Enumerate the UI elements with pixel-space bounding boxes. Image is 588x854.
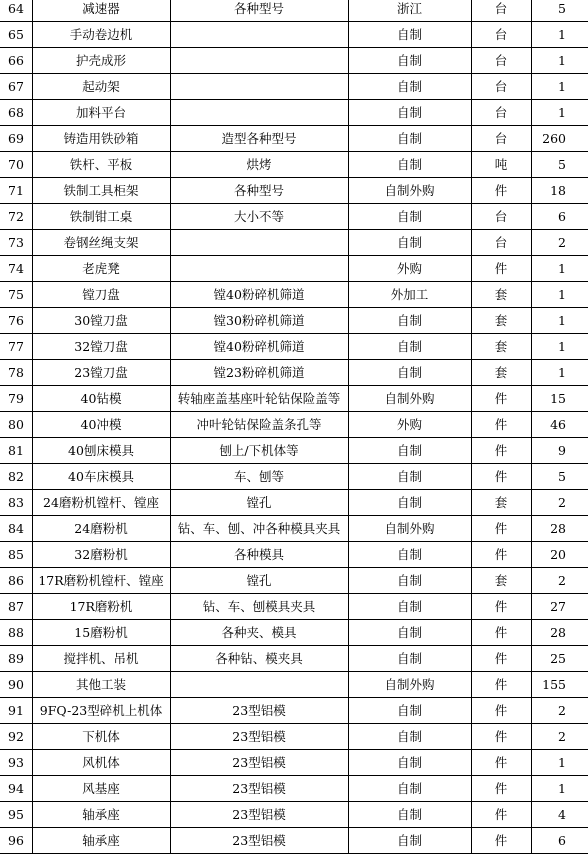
source-cell: 自制: [348, 308, 471, 334]
source-cell: 浙江: [348, 0, 471, 22]
source-cell: 外购: [348, 412, 471, 438]
quantity-cell: 28: [531, 516, 588, 542]
source-cell: 自制: [348, 334, 471, 360]
item-name-cell: 23镗刀盘: [32, 360, 170, 386]
quantity-cell: 1: [531, 282, 588, 308]
table-row: [0, 100, 588, 126]
item-name-cell: 镗刀盘: [32, 282, 170, 308]
unit-cell: 台: [471, 230, 531, 256]
item-name-cell: 护壳成形: [32, 48, 170, 74]
unit-cell: 台: [471, 0, 531, 22]
quantity-cell: 5: [531, 152, 588, 178]
table-row: [0, 620, 588, 646]
quantity-cell: 46: [531, 412, 588, 438]
unit-cell: 件: [471, 802, 531, 828]
table-row: [0, 542, 588, 568]
row-number-cell: 81: [0, 438, 32, 464]
item-name-cell: 下机体: [32, 724, 170, 750]
row-number-cell: 66: [0, 48, 32, 74]
row-number-cell: 87: [0, 594, 32, 620]
source-cell: 自制: [348, 802, 471, 828]
row-number-cell: 95: [0, 802, 32, 828]
quantity-cell: 15: [531, 386, 588, 412]
unit-cell: 吨: [471, 152, 531, 178]
source-cell: 自制: [348, 48, 471, 74]
item-name-cell: 加料平台: [32, 100, 170, 126]
source-cell: 自制: [348, 22, 471, 48]
quantity-cell: 1: [531, 750, 588, 776]
table-row: [0, 438, 588, 464]
source-cell: 自制: [348, 204, 471, 230]
row-number-cell: 76: [0, 308, 32, 334]
source-cell: 自制: [348, 490, 471, 516]
quantity-cell: 2: [531, 230, 588, 256]
specification-cell: 钻、车、刨、冲各种模具夹具: [170, 516, 348, 542]
row-number-cell: 92: [0, 724, 32, 750]
source-cell: 外加工: [348, 282, 471, 308]
source-cell: 自制: [348, 594, 471, 620]
unit-cell: 套: [471, 308, 531, 334]
table-row: [0, 0, 588, 22]
source-cell: 自制: [348, 542, 471, 568]
item-name-cell: 减速器: [32, 0, 170, 22]
specification-cell: 23型铝模: [170, 724, 348, 750]
specification-cell: 车、刨等: [170, 464, 348, 490]
specification-cell: 各种型号: [170, 178, 348, 204]
unit-cell: 件: [471, 438, 531, 464]
quantity-cell: 2: [531, 698, 588, 724]
unit-cell: 件: [471, 178, 531, 204]
source-cell: 自制: [348, 230, 471, 256]
unit-cell: 件: [471, 594, 531, 620]
specification-cell: 冲叶轮钻保险盖条孔等: [170, 412, 348, 438]
row-number-cell: 88: [0, 620, 32, 646]
source-cell: 自制: [348, 74, 471, 100]
quantity-cell: 5: [531, 0, 588, 22]
row-number-cell: 79: [0, 386, 32, 412]
row-number-cell: 72: [0, 204, 32, 230]
row-number-cell: 89: [0, 646, 32, 672]
table-row: [0, 204, 588, 230]
table-row: [0, 22, 588, 48]
specification-cell: 23型铝模: [170, 750, 348, 776]
item-name-cell: 40车床模具: [32, 464, 170, 490]
table-row: [0, 256, 588, 282]
quantity-cell: 1: [531, 360, 588, 386]
specification-cell: 镗孔: [170, 568, 348, 594]
specification-cell: 23型铝模: [170, 828, 348, 854]
unit-cell: 台: [471, 100, 531, 126]
unit-cell: 件: [471, 828, 531, 854]
specification-cell: [170, 48, 348, 74]
row-number-cell: 86: [0, 568, 32, 594]
unit-cell: 件: [471, 698, 531, 724]
specification-cell: 各种夹、模具: [170, 620, 348, 646]
table-row: [0, 74, 588, 100]
unit-cell: 台: [471, 126, 531, 152]
table-row: [0, 48, 588, 74]
table-row: [0, 802, 588, 828]
item-name-cell: 30镗刀盘: [32, 308, 170, 334]
quantity-cell: 9: [531, 438, 588, 464]
item-name-cell: 铁杆、平板: [32, 152, 170, 178]
quantity-cell: 1: [531, 74, 588, 100]
specification-cell: [170, 256, 348, 282]
item-name-cell: 24磨粉机镗杆、镗座: [32, 490, 170, 516]
specification-cell: 23型铝模: [170, 698, 348, 724]
source-cell: 自制外购: [348, 178, 471, 204]
unit-cell: 件: [471, 464, 531, 490]
item-name-cell: 17R磨粉机: [32, 594, 170, 620]
row-number-cell: 91: [0, 698, 32, 724]
source-cell: 自制外购: [348, 516, 471, 542]
unit-cell: 套: [471, 568, 531, 594]
specification-cell: [170, 672, 348, 698]
table-row: [0, 152, 588, 178]
item-name-cell: 24磨粉机: [32, 516, 170, 542]
table-row: [0, 386, 588, 412]
row-number-cell: 67: [0, 74, 32, 100]
unit-cell: 件: [471, 750, 531, 776]
unit-cell: 件: [471, 386, 531, 412]
item-name-cell: 32磨粉机: [32, 542, 170, 568]
specification-cell: [170, 100, 348, 126]
unit-cell: 套: [471, 360, 531, 386]
row-number-cell: 78: [0, 360, 32, 386]
quantity-cell: 27: [531, 594, 588, 620]
row-number-cell: 64: [0, 0, 32, 22]
unit-cell: 件: [471, 620, 531, 646]
quantity-cell: 1: [531, 22, 588, 48]
table-row: [0, 672, 588, 698]
item-name-cell: 卷钢丝绳支架: [32, 230, 170, 256]
row-number-cell: 80: [0, 412, 32, 438]
specification-cell: 造型各种型号: [170, 126, 348, 152]
source-cell: 自制: [348, 620, 471, 646]
table-row: [0, 464, 588, 490]
quantity-cell: 260: [531, 126, 588, 152]
row-number-cell: 94: [0, 776, 32, 802]
quantity-cell: 28: [531, 620, 588, 646]
source-cell: 自制: [348, 724, 471, 750]
unit-cell: 件: [471, 646, 531, 672]
quantity-cell: 4: [531, 802, 588, 828]
quantity-cell: 155: [531, 672, 588, 698]
specification-cell: 烘烤: [170, 152, 348, 178]
quantity-cell: 6: [531, 204, 588, 230]
item-name-cell: 铁制工具柜架: [32, 178, 170, 204]
specification-cell: 镗40粉碎机筛道: [170, 282, 348, 308]
table-row: [0, 646, 588, 672]
row-number-cell: 96: [0, 828, 32, 854]
quantity-cell: 2: [531, 724, 588, 750]
unit-cell: 件: [471, 776, 531, 802]
source-cell: 自制: [348, 152, 471, 178]
item-name-cell: 15磨粉机: [32, 620, 170, 646]
unit-cell: 件: [471, 672, 531, 698]
item-name-cell: 风基座: [32, 776, 170, 802]
item-name-cell: 其他工装: [32, 672, 170, 698]
quantity-cell: 1: [531, 100, 588, 126]
table-row: [0, 750, 588, 776]
table-row: [0, 308, 588, 334]
row-number-cell: 75: [0, 282, 32, 308]
table-row: [0, 230, 588, 256]
row-number-cell: 93: [0, 750, 32, 776]
source-cell: 自制: [348, 698, 471, 724]
quantity-cell: 1: [531, 308, 588, 334]
unit-cell: 套: [471, 490, 531, 516]
unit-cell: 件: [471, 542, 531, 568]
source-cell: 自制: [348, 360, 471, 386]
quantity-cell: 25: [531, 646, 588, 672]
source-cell: 自制: [348, 750, 471, 776]
source-cell: 自制外购: [348, 672, 471, 698]
specification-cell: 镗23粉碎机筛道: [170, 360, 348, 386]
quantity-cell: 5: [531, 464, 588, 490]
table-row: [0, 282, 588, 308]
specification-cell: 23型铝模: [170, 776, 348, 802]
specification-cell: [170, 22, 348, 48]
specification-cell: 镗40粉碎机筛道: [170, 334, 348, 360]
row-number-cell: 77: [0, 334, 32, 360]
item-name-cell: 风机体: [32, 750, 170, 776]
quantity-cell: 20: [531, 542, 588, 568]
specification-cell: 镗孔: [170, 490, 348, 516]
table-row: [0, 334, 588, 360]
table-row: [0, 724, 588, 750]
specification-cell: 刨上/下机体等: [170, 438, 348, 464]
row-number-cell: 84: [0, 516, 32, 542]
row-number-cell: 69: [0, 126, 32, 152]
source-cell: 自制外购: [348, 386, 471, 412]
item-name-cell: 40钻模: [32, 386, 170, 412]
specification-cell: 各种钻、模夹具: [170, 646, 348, 672]
item-name-cell: 轴承座: [32, 802, 170, 828]
unit-cell: 件: [471, 412, 531, 438]
unit-cell: 套: [471, 282, 531, 308]
specification-cell: 钻、车、刨模具夹具: [170, 594, 348, 620]
row-number-cell: 83: [0, 490, 32, 516]
row-number-cell: 85: [0, 542, 32, 568]
unit-cell: 台: [471, 74, 531, 100]
source-cell: 自制: [348, 776, 471, 802]
specification-cell: 各种型号: [170, 0, 348, 22]
quantity-cell: 1: [531, 48, 588, 74]
item-name-cell: 轴承座: [32, 828, 170, 854]
row-number-cell: 71: [0, 178, 32, 204]
item-name-cell: 32镗刀盘: [32, 334, 170, 360]
specification-cell: 转轴座盖基座叶轮钻保险盖等: [170, 386, 348, 412]
item-name-cell: 9FQ-23型碎机上机体: [32, 698, 170, 724]
quantity-cell: 1: [531, 256, 588, 282]
row-number-cell: 82: [0, 464, 32, 490]
quantity-cell: 2: [531, 568, 588, 594]
table-row: [0, 360, 588, 386]
item-name-cell: 老虎凳: [32, 256, 170, 282]
row-number-cell: 74: [0, 256, 32, 282]
item-name-cell: 铸造用铁砂箱: [32, 126, 170, 152]
unit-cell: 件: [471, 256, 531, 282]
item-name-cell: 搅拌机、吊机: [32, 646, 170, 672]
row-number-cell: 65: [0, 22, 32, 48]
specification-cell: [170, 74, 348, 100]
item-name-cell: 40刨床模具: [32, 438, 170, 464]
table-row: [0, 568, 588, 594]
unit-cell: 件: [471, 516, 531, 542]
table-row: [0, 516, 588, 542]
item-name-cell: 铁制钳工桌: [32, 204, 170, 230]
specification-cell: 23型铝模: [170, 802, 348, 828]
source-cell: 外购: [348, 256, 471, 282]
table-row: [0, 698, 588, 724]
quantity-cell: 1: [531, 334, 588, 360]
table-row: [0, 178, 588, 204]
source-cell: 自制: [348, 568, 471, 594]
unit-cell: 台: [471, 22, 531, 48]
specification-cell: [170, 230, 348, 256]
row-number-cell: 70: [0, 152, 32, 178]
unit-cell: 台: [471, 48, 531, 74]
unit-cell: 台: [471, 204, 531, 230]
item-name-cell: 起动架: [32, 74, 170, 100]
table-row: [0, 490, 588, 516]
source-cell: 自制: [348, 438, 471, 464]
item-name-cell: 手动卷边机: [32, 22, 170, 48]
table-row: [0, 594, 588, 620]
quantity-cell: 18: [531, 178, 588, 204]
source-cell: 自制: [348, 646, 471, 672]
quantity-cell: 6: [531, 828, 588, 854]
unit-cell: 件: [471, 724, 531, 750]
source-cell: 自制: [348, 126, 471, 152]
source-cell: 自制: [348, 828, 471, 854]
table-row: [0, 412, 588, 438]
unit-cell: 套: [471, 334, 531, 360]
item-name-cell: 17R磨粉机镗杆、镗座: [32, 568, 170, 594]
quantity-cell: 2: [531, 490, 588, 516]
row-number-cell: 68: [0, 100, 32, 126]
source-cell: 自制: [348, 464, 471, 490]
table-row: [0, 126, 588, 152]
table-row: [0, 776, 588, 802]
specification-cell: 各种模具: [170, 542, 348, 568]
specification-cell: 镗30粉碎机筛道: [170, 308, 348, 334]
quantity-cell: 1: [531, 776, 588, 802]
item-name-cell: 40冲模: [32, 412, 170, 438]
specification-cell: 大小不等: [170, 204, 348, 230]
row-number-cell: 73: [0, 230, 32, 256]
row-number-cell: 90: [0, 672, 32, 698]
source-cell: 自制: [348, 100, 471, 126]
